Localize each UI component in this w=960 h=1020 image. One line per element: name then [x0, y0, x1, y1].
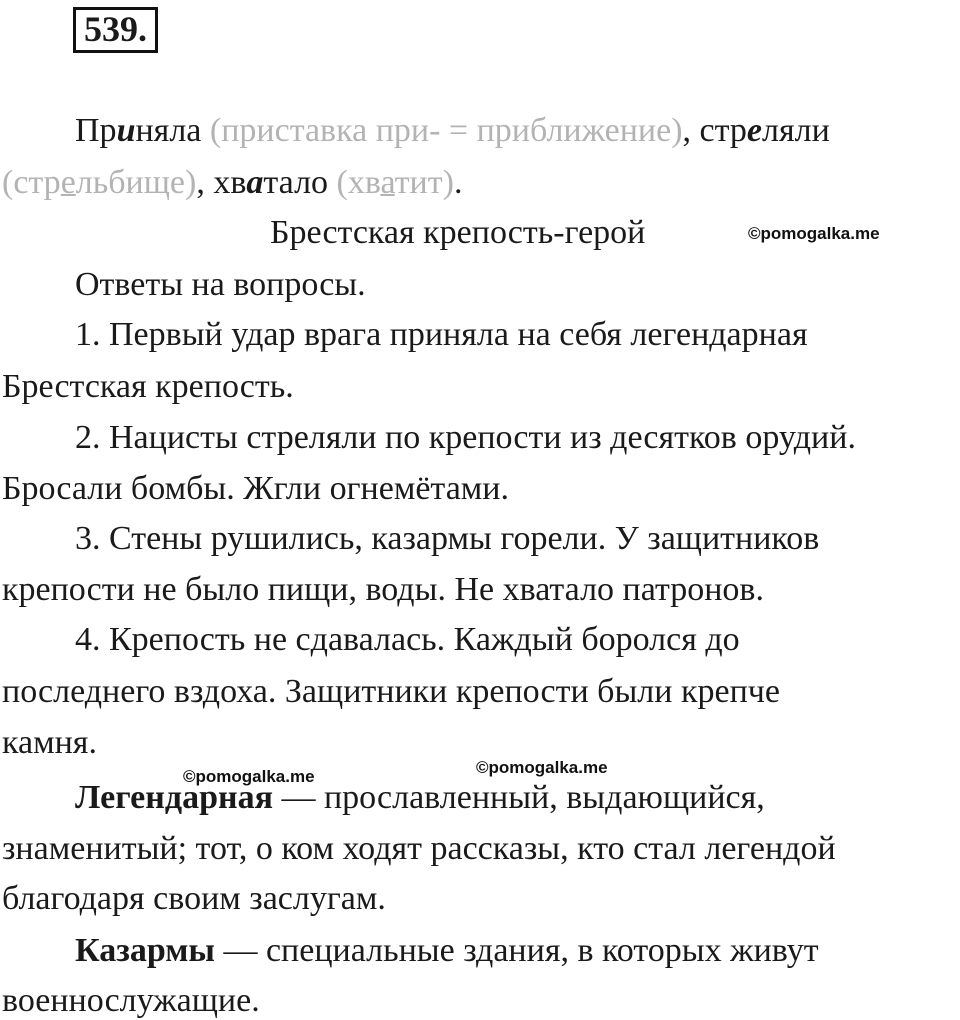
definition-2-line-2: военнослужащие. — [2, 982, 260, 1019]
definition-2-line-1: Казармы — специальные здания, в которых живут — [75, 932, 819, 969]
note-prinyala: (приставка при- = приближение) — [209, 112, 683, 149]
answer-4-line-1: 4. Крепость не сдавалась. Каждый боролся до — [75, 621, 740, 658]
word-strelyali: стреляли — [699, 112, 830, 149]
answer-1-line-1: 1. Первый удар врага приняла на себя легендарная — [75, 316, 808, 353]
word-khvatalo: хватало — [213, 164, 329, 201]
answer-4-line-3: камня. — [2, 724, 97, 761]
definition-term: Казармы — [75, 932, 215, 969]
answer-3-line-2: крепости не было пищи, воды. Не хватало патронов. — [2, 571, 764, 608]
spelling-line-1: Приняла (приставка при- = приближение), стреляли — [75, 112, 830, 149]
answer-3-line-1: 3. Стены рушились, казармы горели. У защитников — [75, 520, 820, 557]
answer-4-line-2: последнего вздоха. Защитники крепости были крепче — [2, 673, 780, 710]
definition-1-line-3: благодаря своим заслугам. — [2, 880, 386, 917]
answer-2-line-2: Бросали бомбы. Жгли огнемётами. — [2, 470, 509, 507]
definition-term: Легендарная — [75, 779, 273, 816]
note-strelyali: (стрельбище) — [2, 164, 197, 201]
watermark: ©pomogalka.me — [476, 758, 608, 777]
note-khvatalo: (хватит) — [336, 164, 454, 201]
task-number: 539. — [73, 7, 158, 53]
intro-line: Ответы на вопросы. — [75, 266, 366, 303]
definition-1-line-2: знаменитый; тот, о ком ходят рассказы, кто стал легендой — [2, 830, 836, 867]
text-title: Брестская крепость-герой — [270, 214, 646, 251]
watermark: ©pomogalka.me — [748, 224, 880, 243]
answer-2-line-1: 2. Нацисты стреляли по крепости из десятков орудий. — [75, 419, 856, 456]
spelling-line-2: (стрельбище), хватало (хватит). — [2, 164, 463, 201]
answer-1-line-2: Брестская крепость. — [2, 368, 294, 405]
word-prinyala: Приняла — [75, 112, 202, 149]
watermark: ©pomogalka.me — [183, 767, 315, 786]
definition-1-line-1: Легендарная — прославленный, выдающийся, — [75, 779, 765, 816]
